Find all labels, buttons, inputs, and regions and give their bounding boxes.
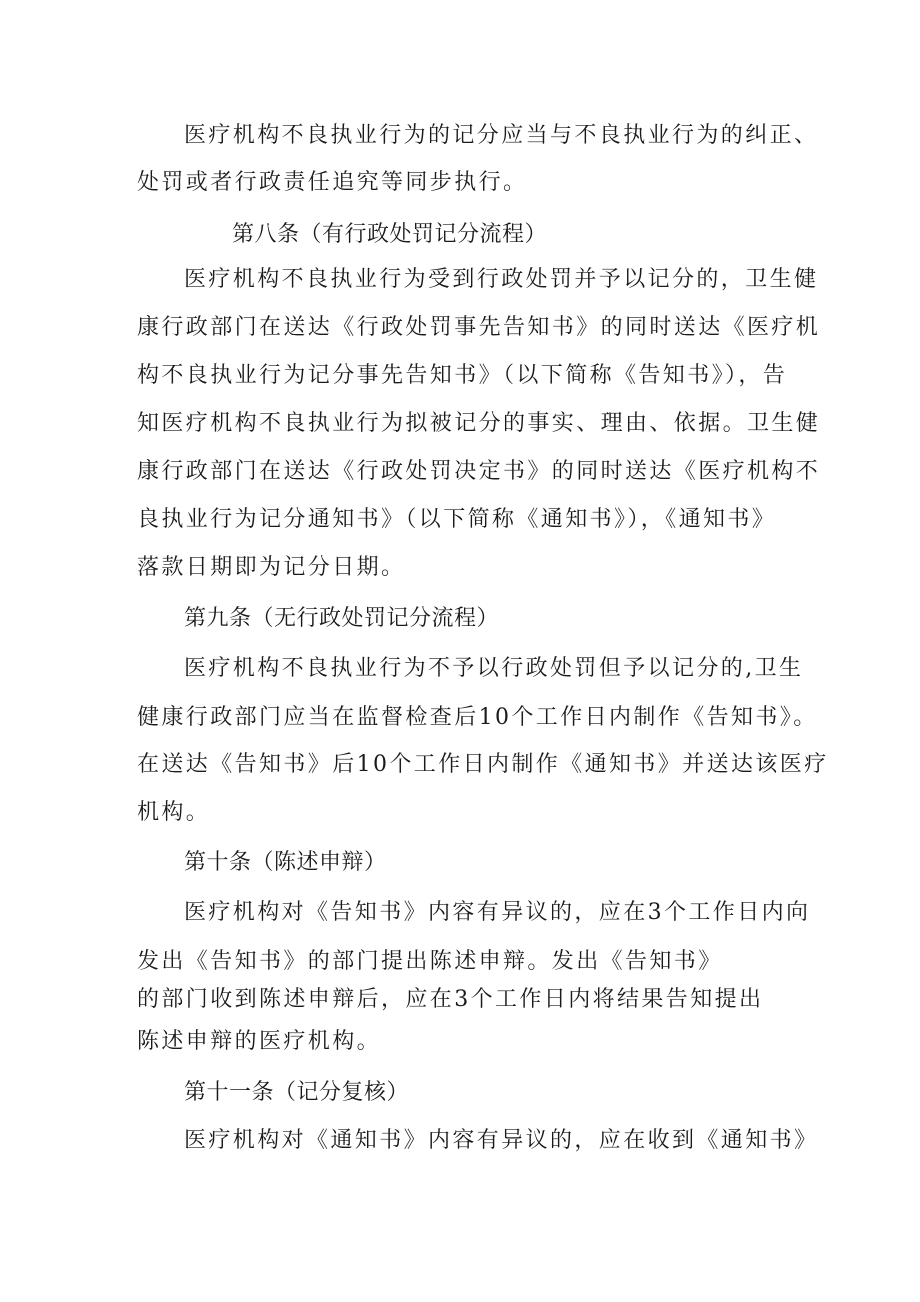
article-heading-9: 第九条（无行政处罚记分流程） (184, 606, 500, 631)
paragraph-line: 康行政部门在送达《行政处罚事先告知书》的同时送达《医疗机 (137, 315, 821, 340)
paragraph-line: 健康行政部门应当在监督检查后10个工作日内制作《告知书》。 (137, 705, 818, 730)
paragraph-line: 发出《告知书》的部门提出陈述申辩。发出《告知书》 (137, 949, 723, 974)
article-heading-10: 第十条（陈述申辩） (184, 850, 387, 875)
paragraph-line: 医疗机构对《通知书》内容有异议的，应在收到《通知书》 (184, 1128, 819, 1153)
paragraph-line: 医疗机构不良执业行为不予以行政处罚但予以记分的,卫生 (184, 656, 804, 681)
paragraph-line: 的部门收到陈述申辩后，应在3个工作日内将结果告知提出 (137, 987, 764, 1012)
paragraph-line: 康行政部门在送达《行政处罚决定书》的同时送达《医疗机构不 (137, 459, 821, 484)
paragraph-line: 落款日期即为记分日期。 (137, 555, 406, 580)
paragraph-line: 医疗机构对《告知书》内容有异议的，应在3个工作日内向 (184, 900, 811, 925)
paragraph-line: 构不良执业行为记分事先告知书》（以下简称《告知书》），告 (137, 363, 788, 388)
paragraph-line: 良执业行为记分通知书》（以下简称《通知书》），《通知书》 (137, 507, 777, 532)
paragraph-line: 处罚或者行政责任追究等同步执行。 (137, 170, 528, 195)
paragraph-line: 知医疗机构不良执业行为拟被记分的事实、理由、依据。卫生健 (137, 411, 821, 436)
paragraph-line: 机构。 (137, 800, 211, 825)
paragraph-line: 医疗机构不良执业行为的记分应当与不良执业行为的纠正、 (184, 123, 819, 148)
article-heading-8: 第八条（有行政处罚记分流程） (232, 222, 548, 247)
article-heading-11: 第十一条（记分复核） (184, 1080, 410, 1105)
paragraph-line: 陈述申辩的医疗机构。 (137, 1029, 382, 1054)
paragraph-line: 在送达《告知书》后10个工作日内制作《通知书》并送达该医疗 (137, 752, 829, 777)
paragraph-line: 医疗机构不良执业行为受到行政处罚并予以记分的，卫生健 (184, 267, 819, 292)
